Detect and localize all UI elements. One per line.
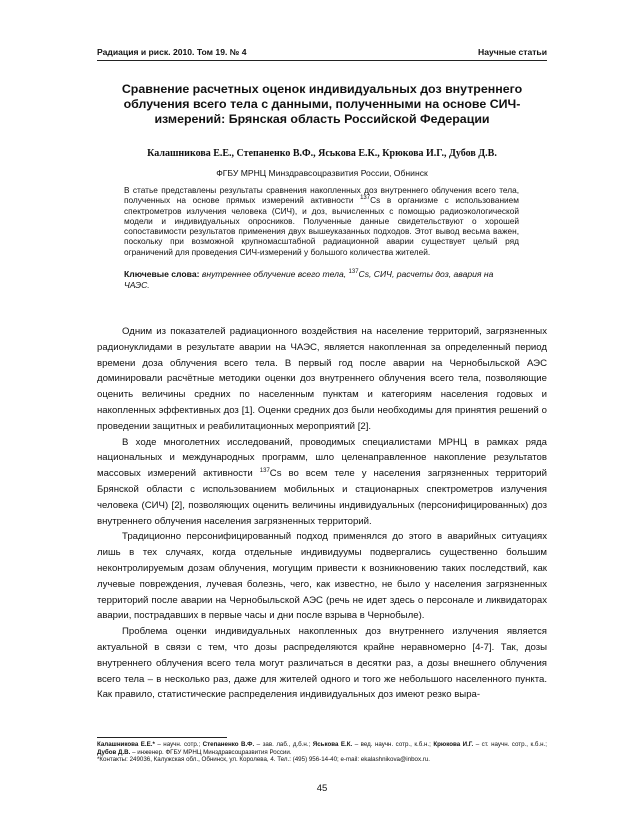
running-header [97, 47, 547, 61]
paragraph-4: Проблема оценки индивидуальных накопленных доз внутреннего излучения является актуальной в связи с тем, что дозы распределяются крайне неравномерно [4-7]. Так, дозы внутреннего облучения всего тела могут различаться в десятки раз, а дозы внешнего облучения всего тела – в несколько раз, даже для жителей одного и того же небольшого населенного пункта. Как правило, статистические распределения индивидуальных доз имеют резко выра- [97, 626, 547, 701]
fn-author-5: Дубов Д.В. [97, 748, 131, 756]
fn-author-4: Крюкова И.Г. [433, 741, 474, 748]
paragraph-3: Традиционно персонифицированный подход применялся до этого в аварийных ситуациях лишь в тех случаях, когда отдельные индивидуумы подвергались существенно большим неконтролируемым дозам облучения, могущим привести к возникновению таких последствий, как лучевые повреждения, лучевая болезнь, чего, как известно, не было у населения загрязненных территорий после аварии на Чернобыльской АЭС (речь не идет здесь о персонале и ликвидаторах аварии, пострадавших в первые часы и дни после взрыва в Чернобыле). [97, 531, 547, 622]
paragraph-1: Одним из показателей радиационного воздействия на население территорий, загрязненных радионуклидами в результате аварии на ЧАЭС, является накопленная за определенный период времени доза облучения всего тела. В первый год после аварии на Чернобыльской АЭС доминировали расчётные методики оценки доз внутреннего облучения всего тела, позволяющие оценить величины средних по населенным пунктам и категориям населения годовых и накопленных эффективных доз [1]. Оценки средних доз были необходимы для принятия решений о проведении защитных и реабилитационных мероприятий [2]. [97, 326, 547, 432]
fn-role-3: – вед. научн. сотр., к.б.н.; [352, 741, 434, 748]
keywords-label: Ключевые слова: [124, 269, 200, 279]
keywords [124, 269, 519, 291]
footnote-authors [97, 741, 547, 756]
affiliation: ФГБУ МРНЦ Минздравсоцразвития России, Обнинск [216, 168, 428, 178]
paragraph-2-isotope-mass: 137 [259, 467, 270, 474]
fn-role-4: – ст. научн. сотр., к.б.н.; [473, 741, 548, 748]
fn-role-5: – инженер. ФГБУ МРНЦ Минздравсоцразвития России. [130, 748, 292, 756]
paragraph-2-end: Cs во всем теле у населения загрязненных территорий Брянской области с использованием мобильных и стационарных спектрометров излучения человека (СИЧ) [2], позволяющих оценить величины индивидуальных (персонифицированных) доз внутреннего облучения населения загрязненных территорий. [97, 468, 547, 527]
article-title: Сравнение расчетных оценок индивидуальных доз внутреннего облучения всего тела с данными, полученными на основе СИЧ-измерений: Брянская область Российской Федерации [121, 82, 523, 126]
page-number: 45 [316, 783, 328, 794]
fn-role-2: – зав. лаб., д.б.н.; [254, 741, 313, 748]
body-text [97, 324, 547, 703]
section-label: Научные статьи [478, 47, 547, 57]
fn-author-3: Яськова Е.К. [312, 741, 353, 748]
abstract-text-start: В статье представлены результаты сравнения накопленных доз внутреннего облучения всего тела, полученных на основе прямых измерений активности [124, 185, 519, 206]
fn-role-1: – научн. сотр.; [154, 741, 203, 748]
abstract-text-end: Cs в организме с использованием спектрометров излучения человека (СИЧ), и доз, вычисленных с помощью радиоэкологической модели и индивидуальных опросников. Полученные данные свидетельствуют о хорошей сопоставимости результатов применения двух вышеуказанных подходов. Этот вывод весьма важен, поскольку при возможной крупномасштабной радиационной аварии существует целый ряд ограничений для проведения СИЧ-измерений у большого количества жителей. [124, 195, 519, 257]
keywords-text-start: внутреннее облучение всего тела, [199, 269, 349, 279]
isotope-mass-number: 137 [360, 195, 371, 202]
paragraph-2-start: В ходе многолетних исследований, проводимых специалистами МРНЦ в рамках ряда национальных и международных программ, шло целенаправленное накопление результатов массовых измерений активности [97, 436, 547, 480]
header-divider [97, 60, 547, 61]
footnote-divider [97, 737, 227, 738]
footnote-contacts: *Контакты: 249036, Калужская обл., Обнинск, ул. Королева, 4. Тел.: (495) 956-14-40; e-mail: ekalashnikova@inbox.ru. [97, 756, 431, 764]
article-authors: Калашникова Е.Е., Степаненко В.Ф., Яськова Е.К., Крюкова И.Г., Дубов Д.В. [147, 148, 497, 159]
footnote [97, 741, 547, 764]
keywords-isotope-mass: 137 [348, 269, 359, 276]
fn-author-2: Степаненко В.Ф. [202, 741, 255, 748]
abstract [124, 185, 519, 257]
journal-citation: Радиация и риск. 2010. Том 19. № 4 [97, 47, 247, 57]
paragraph-2 [97, 435, 547, 530]
keywords-text-end: Cs, СИЧ, расчеты доз, авария на ЧАЭС. [124, 269, 494, 290]
fn-author-1: Калашникова Е.Е.* [97, 741, 155, 748]
